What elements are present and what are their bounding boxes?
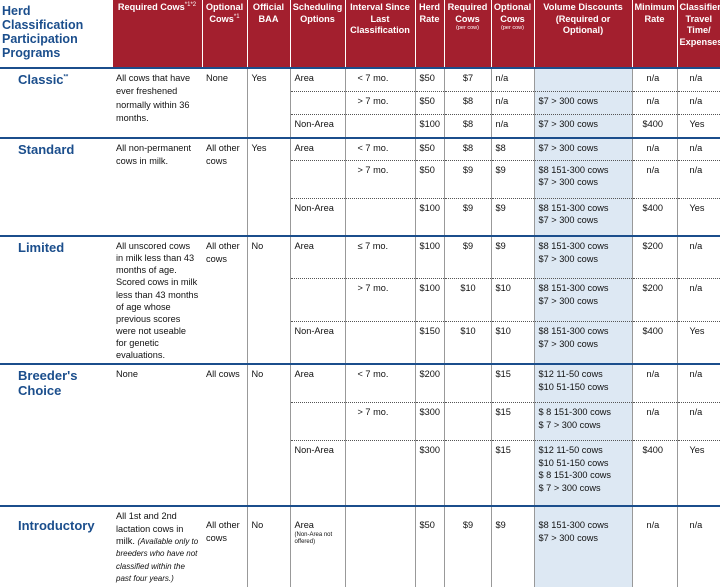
baa-cell: No — [247, 236, 290, 364]
herd-rate-cell: $50 — [415, 68, 444, 91]
herd-rate-cell: $50 — [415, 160, 444, 198]
minimum-cell: $400 — [632, 198, 677, 236]
scheduling-cell: Area — [290, 236, 345, 279]
required-cows-cell: All 1st and 2nd lactation cows in milk. (Available only to breeders who have not classified within the past four years.) — [112, 506, 202, 586]
interval-cell: > 7 mo. — [345, 91, 415, 114]
optional-cows-cell: None — [202, 68, 247, 138]
minimum-cell: n/a — [632, 138, 677, 160]
header-required-cows: Required Cows$^{*1*2}$ — [112, 0, 202, 68]
baa-cell: Yes — [247, 138, 290, 236]
optional-rate-cell: $9 — [491, 506, 534, 586]
required-cows-cell: All unscored cows in milk less than 43 months of age. Scored cows in milk less than 43 months of age whose previous scores were not useable for genetic evaluations. — [112, 236, 202, 364]
herd-rate-cell: $100 — [415, 279, 444, 322]
scheduling-cell: Non-Area — [290, 440, 345, 506]
program-name: Classic** — [0, 68, 112, 138]
volume-cell — [534, 68, 632, 91]
minimum-cell: n/a — [632, 506, 677, 586]
herd-rate-cell: $150 — [415, 322, 444, 365]
scheduling-cell: Non-Area — [290, 114, 345, 138]
required-rate-cell: $9 — [444, 506, 491, 586]
travel-cell: n/a — [677, 279, 720, 322]
scheduling-cell: Area — [290, 68, 345, 91]
minimum-cell: $400 — [632, 440, 677, 506]
volume-cell: $12 11-50 cows $10 51-150 cows — [534, 364, 632, 402]
scheduling-cell — [290, 402, 345, 440]
scheduling-cell — [290, 279, 345, 322]
required-rate-cell: $10 — [444, 322, 491, 365]
header-optional-cows: Optional Cows$^{*1}$ — [202, 0, 247, 68]
herd-rate-cell: $100 — [415, 236, 444, 279]
table-row — [0, 364, 720, 402]
minimum-cell: $200 — [632, 236, 677, 279]
optional-cows-cell: All other cows — [202, 138, 247, 236]
header-official-baa: Official BAA — [247, 0, 290, 68]
program-name: Standard — [0, 138, 112, 236]
optional-rate-cell: $15 — [491, 402, 534, 440]
interval-cell: < 7 mo. — [345, 364, 415, 402]
required-rate-cell — [444, 364, 491, 402]
minimum-cell: n/a — [632, 160, 677, 198]
scheduling-cell: Area (Non-Area not offered) — [290, 506, 345, 586]
table-row — [0, 68, 720, 91]
scheduling-cell: Area — [290, 364, 345, 402]
herd-rate-cell: $300 — [415, 402, 444, 440]
required-rate-cell — [444, 402, 491, 440]
herd-rate-cell: $300 — [415, 440, 444, 506]
travel-cell: Yes — [677, 198, 720, 236]
required-rate-cell: $8 — [444, 91, 491, 114]
interval-cell — [345, 506, 415, 586]
header-classifier-travel: Classifier Travel Time/ Expenses$^{*3}$ — [677, 0, 720, 68]
program-limited — [0, 236, 720, 364]
volume-cell: $7 > 300 cows — [534, 114, 632, 138]
optional-rate-cell: n/a — [491, 114, 534, 138]
optional-rate-cell: $9 — [491, 198, 534, 236]
volume-cell: $8 151-300 cows $7 > 300 cows — [534, 198, 632, 236]
optional-cows-cell: All other cows — [202, 236, 247, 364]
required-rate-cell: $9 — [444, 236, 491, 279]
header-herd-rate: Herd Rate — [415, 0, 444, 68]
volume-cell: $7 > 300 cows — [534, 91, 632, 114]
optional-rate-cell: n/a — [491, 91, 534, 114]
baa-cell: No — [247, 364, 290, 506]
interval-cell — [345, 114, 415, 138]
baa-cell: Yes — [247, 68, 290, 138]
optional-rate-cell: $8 — [491, 138, 534, 160]
travel-cell: Yes — [677, 440, 720, 506]
required-rate-cell: $8 — [444, 114, 491, 138]
program-standard — [0, 138, 720, 236]
volume-cell: $8 151-300 cows $7 > 300 cows — [534, 322, 632, 365]
interval-cell: > 7 mo. — [345, 402, 415, 440]
header-scheduling: Scheduling Options — [290, 0, 345, 68]
table-row — [0, 236, 720, 279]
required-rate-cell: $9 — [444, 160, 491, 198]
program-name: Breeder's Choice — [0, 364, 112, 506]
travel-cell: n/a — [677, 160, 720, 198]
program-classic — [0, 68, 720, 138]
required-rate-cell: $9 — [444, 198, 491, 236]
herd-rate-cell: $100 — [415, 114, 444, 138]
travel-cell: n/a — [677, 402, 720, 440]
interval-cell: > 7 mo. — [345, 160, 415, 198]
herd-rate-cell: $50 — [415, 138, 444, 160]
required-rate-cell: $7 — [444, 68, 491, 91]
interval-cell — [345, 322, 415, 365]
minimum-cell: n/a — [632, 402, 677, 440]
optional-rate-cell: $9 — [491, 236, 534, 279]
optional-rate-cell: $10 — [491, 322, 534, 365]
table-row — [0, 506, 720, 586]
herd-rate-cell: $100 — [415, 198, 444, 236]
header-row — [0, 0, 720, 68]
scheduling-cell: Area — [290, 138, 345, 160]
travel-cell: n/a — [677, 138, 720, 160]
minimum-cell: n/a — [632, 91, 677, 114]
optional-rate-cell: $15 — [491, 364, 534, 402]
program-name: Introductory — [0, 506, 112, 586]
header-required-cows-rate: Required Cows (per cow) — [444, 0, 491, 68]
volume-cell: $8 151-300 cows $7 > 300 cows — [534, 160, 632, 198]
volume-cell: $ 8 151-300 cows $ 7 > 300 cows — [534, 402, 632, 440]
optional-cows-cell: All other cows — [202, 506, 247, 586]
optional-rate-cell: n/a — [491, 68, 534, 91]
volume-cell: $12 11-50 cows $10 51-150 cows $ 8 151-300 cows $ 7 > 300 cows — [534, 440, 632, 506]
herd-rate-cell: $50 — [415, 91, 444, 114]
interval-cell: > 7 mo. — [345, 279, 415, 322]
optional-rate-cell: $10 — [491, 279, 534, 322]
interval-cell: < 7 mo. — [345, 68, 415, 91]
minimum-cell: $200 — [632, 279, 677, 322]
required-rate-cell: $8 — [444, 138, 491, 160]
interval-cell: ≤ 7 mo. — [345, 236, 415, 279]
optional-rate-cell: $9 — [491, 160, 534, 198]
interval-cell — [345, 198, 415, 236]
travel-cell: n/a — [677, 506, 720, 586]
header-optional-cows-rate: Optional Cows (per cow) — [491, 0, 534, 68]
required-rate-cell: $10 — [444, 279, 491, 322]
header-minimum-rate: Minimum Rate — [632, 0, 677, 68]
scheduling-cell: Non-Area — [290, 322, 345, 365]
program-name: Limited — [0, 236, 112, 364]
interval-cell — [345, 440, 415, 506]
required-rate-cell — [444, 440, 491, 506]
herd-rate-cell: $200 — [415, 364, 444, 402]
volume-cell: $8 151-300 cows $7 > 300 cows — [534, 279, 632, 322]
minimum-cell: n/a — [632, 364, 677, 402]
volume-cell: $7 > 300 cows — [534, 138, 632, 160]
header-interval: Interval Since Last Classification — [345, 0, 415, 68]
scheduling-cell — [290, 91, 345, 114]
travel-cell: n/a — [677, 91, 720, 114]
program-introductory — [0, 506, 720, 586]
minimum-cell: $400 — [632, 114, 677, 138]
travel-cell: n/a — [677, 364, 720, 402]
scheduling-cell: Non-Area — [290, 198, 345, 236]
volume-cell: $8 151-300 cows $7 > 300 cows — [534, 236, 632, 279]
scheduling-cell — [290, 160, 345, 198]
volume-cell: $8 151-300 cows $7 > 300 cows — [534, 506, 632, 586]
required-cows-cell: All non-permanent cows in milk. — [112, 138, 202, 236]
header-program: Herd Classification Participation Programs — [0, 0, 112, 68]
header-volume-discounts: Volume Discounts (Required or Optional) — [534, 0, 632, 68]
minimum-cell: $400 — [632, 322, 677, 365]
optional-cows-cell: All cows — [202, 364, 247, 506]
program-breeders-choice — [0, 364, 720, 506]
minimum-cell: n/a — [632, 68, 677, 91]
baa-cell: No — [247, 506, 290, 586]
herd-rate-cell: $50 — [415, 506, 444, 586]
required-cows-cell: None — [112, 364, 202, 506]
travel-cell: Yes — [677, 114, 720, 138]
travel-cell: n/a — [677, 236, 720, 279]
optional-rate-cell: $15 — [491, 440, 534, 506]
required-cows-cell: All cows that have ever freshened normally within 36 months. — [112, 68, 202, 138]
table-row — [0, 138, 720, 160]
travel-cell: Yes — [677, 322, 720, 365]
travel-cell: n/a — [677, 68, 720, 91]
interval-cell: < 7 mo. — [345, 138, 415, 160]
